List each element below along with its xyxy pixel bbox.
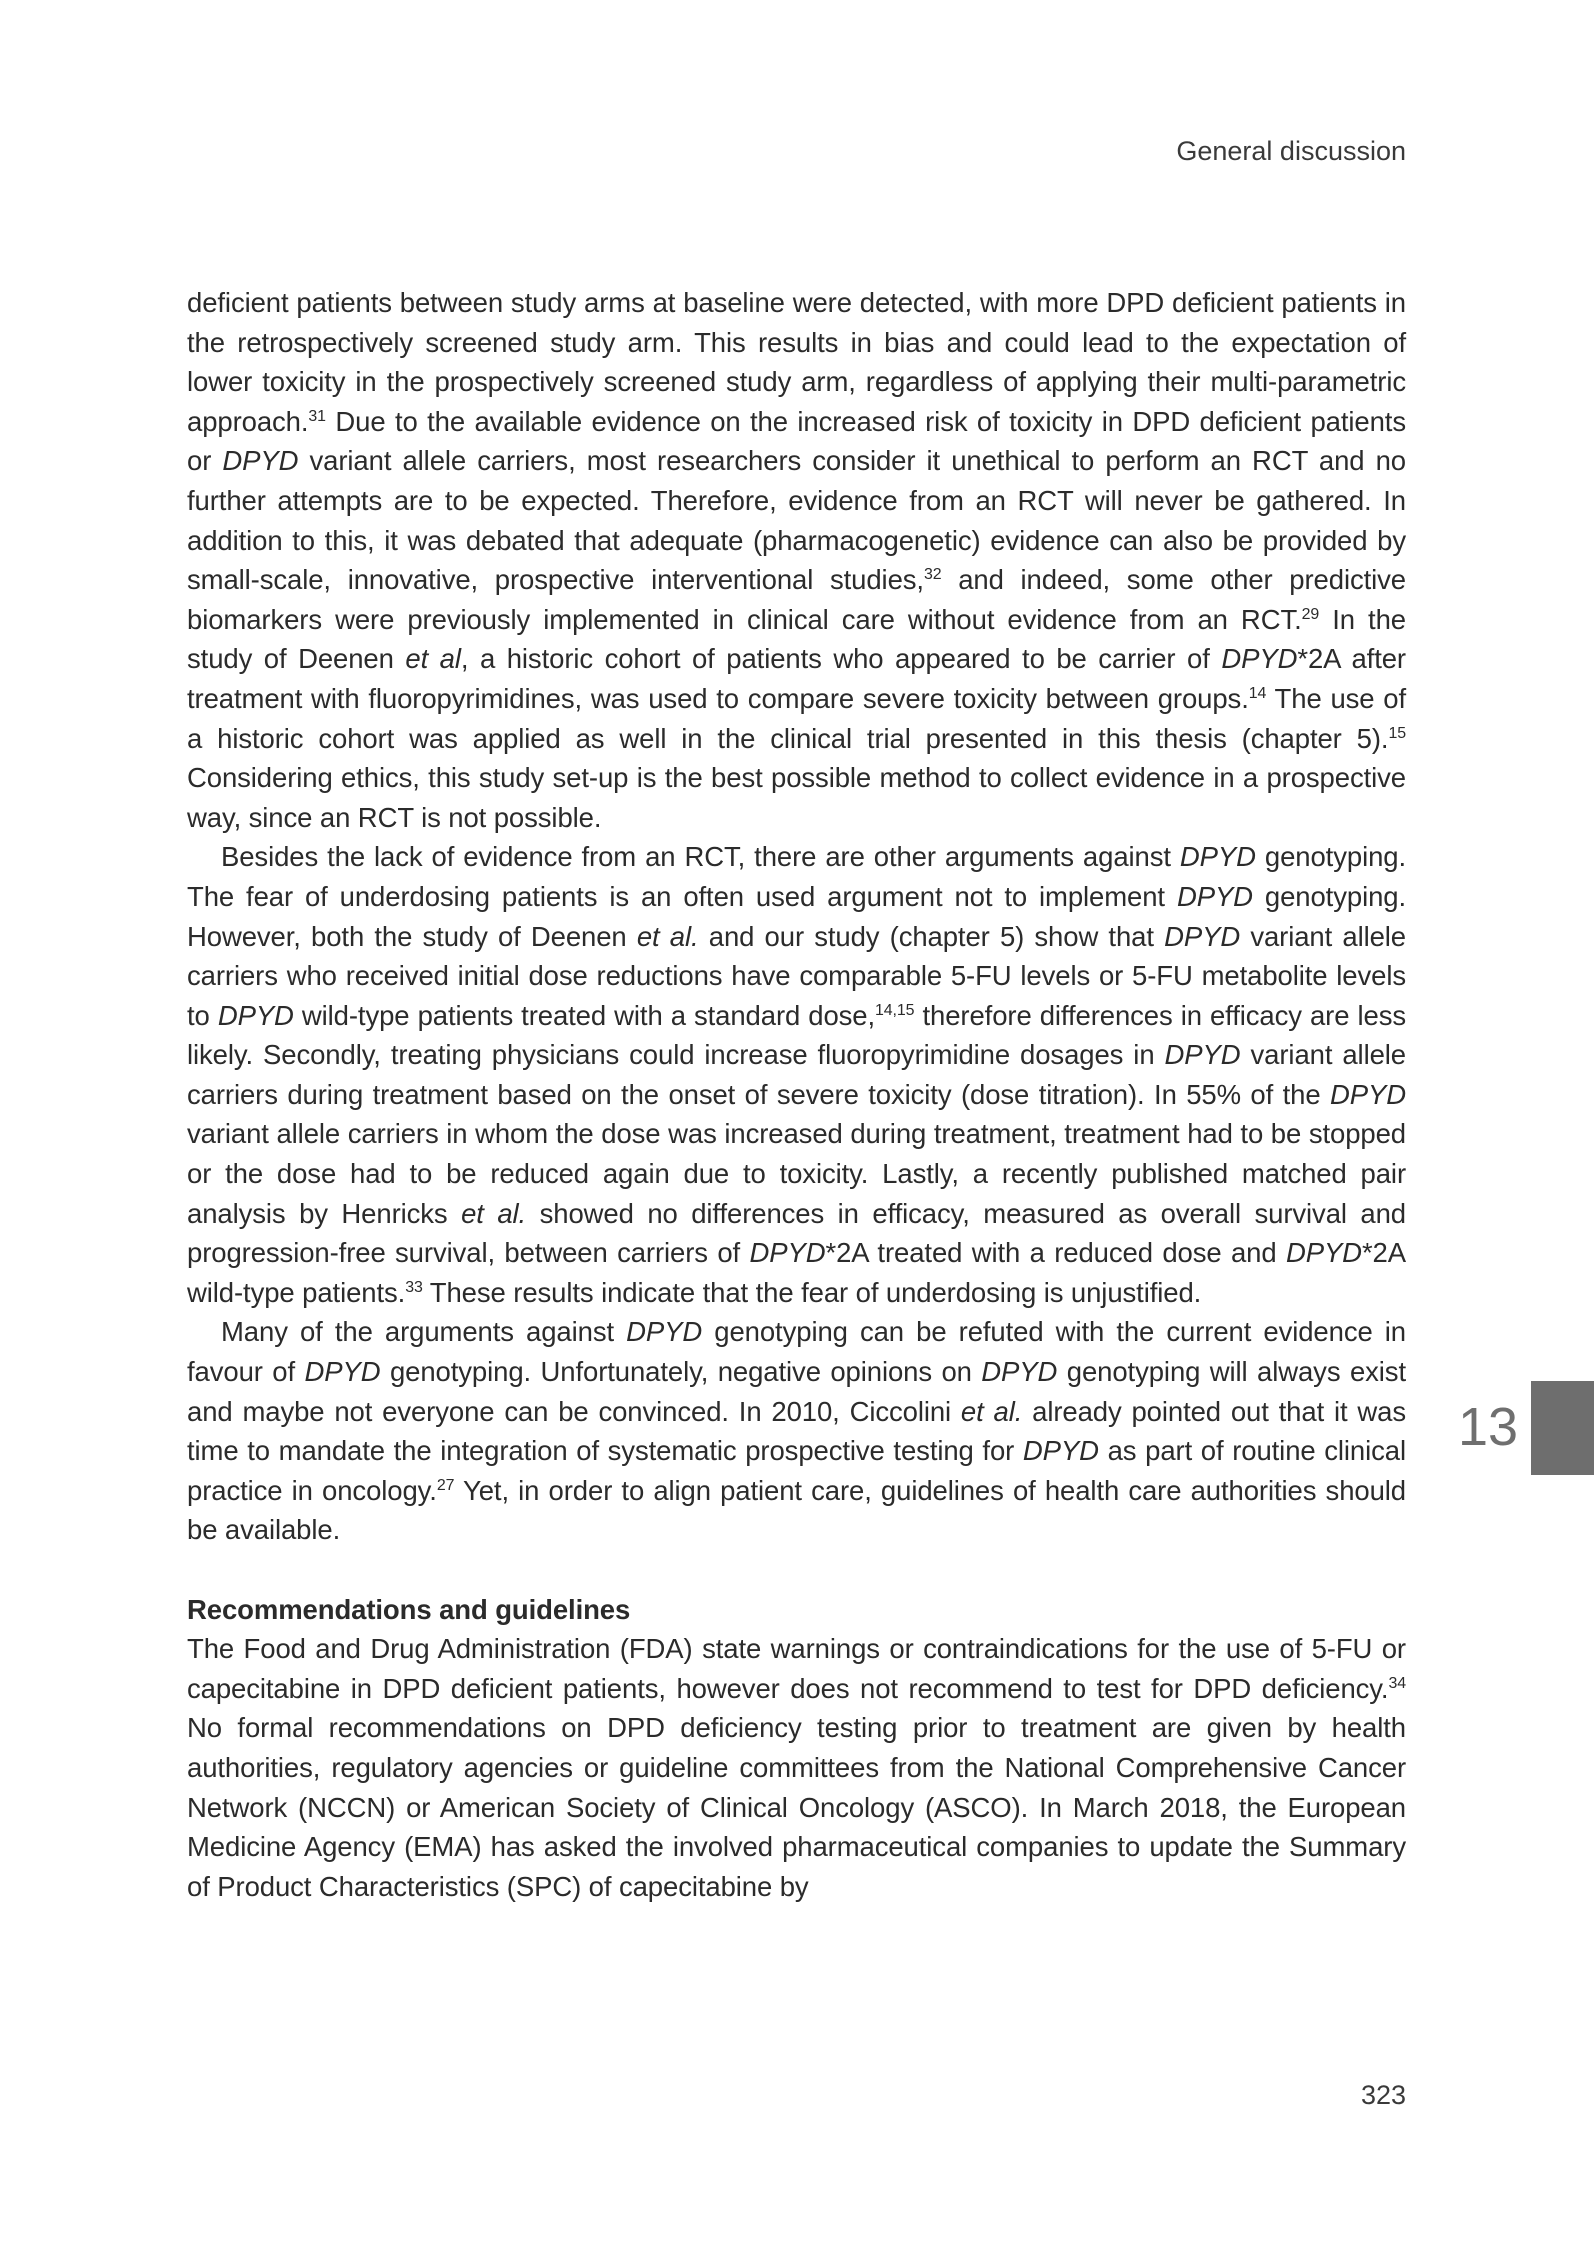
citation-ref: 32: [923, 566, 942, 584]
body-text: [187, 283, 1406, 1906]
chapter-number: 13: [1457, 1397, 1519, 1457]
chapter-tab-marker: [1531, 1381, 1594, 1475]
paragraph-4: The Food and Drug Administration (FDA) state warnings or contraindications for the use of 5-FU or capecitabine in DPD deficient patients, however does not recommend to test for DPD deficiency.$^{34}$ No formal recommendations on DPD deficiency testing prior to treatment are given by health authorities, regulatory agencies or guideline committees from the National Comprehensive Cancer Network (NCCN) or American Society of Clinical Oncology (ASCO). In March 2018, the European Medicine Agency (EMA) has asked the involved pharmaceutical companies to update the Summary of Product Characteristics (SPC) of capecitabine by: [187, 1633, 1406, 1902]
page-number: 323: [1360, 2080, 1406, 2110]
citation-ref: 31: [308, 407, 326, 425]
citation-ref: 27: [436, 1476, 455, 1494]
citation-ref: 29: [1301, 605, 1320, 623]
paragraph-2: Besides the lack of evidence from an RCT, there are other arguments against DPYD genotyping. The fear of underdosing patients is an often used argument not to implement DPYD genotyping. However, both the study of Deenen et al. and our study (chapter 5) show that DPYD variant allele carriers who received initial dose reductions have comparable 5-FU levels or 5-FU metabolite levels to DPYD wild-type patients treated with a standard dose,$^{14,15}$ therefore differences in efficacy are less likely. Secondly, treating physicians could increase fluoropyrimidine dosages in DPYD variant allele carriers during treatment based on the onset of severe toxicity (dose titration). In 55% of the DPYD variant allele carriers in whom the dose was increased during treatment, treatment had to be stopped or the dose had to be reduced again due to toxicity. Lastly, a recently published matched pair analysis by Henricks et al. showed no differences in efficacy, measured as overall survival and progression-free survival, between carriers of DPYD*2A treated with a reduced dose and DPYD*2A wild-type patients.$^{33}$ These results indicate that the fear of underdosing is unjustified.: [187, 841, 1407, 1308]
citation-ref: 14,15: [875, 1001, 915, 1019]
paragraph-3: Many of the arguments against DPYD genotyping can be refuted with the current evidence in favour of DPYD genotyping. Unfortunately, negative opinions on DPYD genotyping will always exist and maybe not everyone can be convinced. In 2010, Ciccolini et al. already pointed out that it was time to mandate the integration of systematic prospective testing for DPYD as part of routine clinical practice in oncology.$^{27}$ Yet, in order to align patient care, guidelines of health care authorities should be available.: [187, 1316, 1406, 1546]
citation-ref: 14: [1248, 685, 1267, 703]
running-header: General discussion: [1176, 136, 1406, 166]
section-heading: Recommendations and guidelines: [187, 1593, 631, 1625]
citation-ref: 34: [1388, 1674, 1406, 1692]
paragraph-1: deficient patients between study arms at baseline were detected, with more DPD deficient patients in the retrospectively screened study arm. This results in bias and could lead to the expectation of lower toxicity in the prospectively screened study arm, regardless of applying their multi-parametric approach.$^{31}$ Due to the available evidence on the increased risk of toxicity in DPD deficient patients or DPYD variant allele carriers, most researchers consider it unethical to perform an RCT and no further attempts are to be expected. Therefore, evidence from an RCT will never be gathered. In addition to this, it was debated that adequate (pharmacogenetic) evidence can also be provided by small-scale, innovative, prospective interventional studies,$^{32}$ and indeed, some other predictive biomarkers were previously implemented in clinical care without evidence from an RCT.$^{29}$ In the study of Deenen et al, a historic cohort of patients who appeared to be carrier of DPYD*2A after treatment with fluoropyrimidines, was used to compare severe toxicity between groups.$^{14}$ The use of a historic cohort was applied as well in the clinical trial presented in this thesis (chapter 5).$^{15}$ Considering ethics, this study set-up is the best possible method to collect evidence in a prospective way, since an RCT is not possible.: [187, 287, 1407, 833]
citation-ref: 15: [1388, 724, 1406, 742]
citation-ref: 33: [405, 1278, 423, 1296]
